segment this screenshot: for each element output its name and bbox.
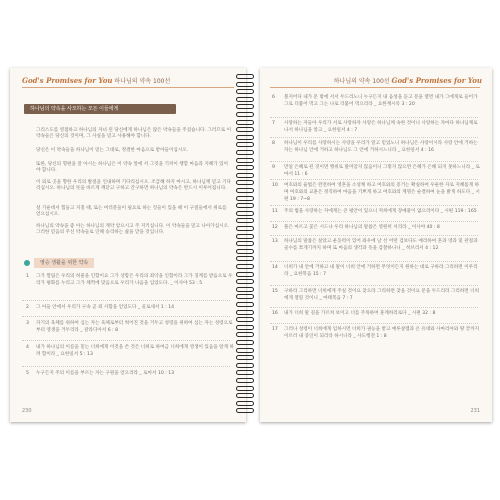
verse-text: 하나님이 우리를 사랑하시는 사랑을 우리가 알고 믿었노니 하나님은 사랑이시라 사랑 안에 거하는 자는 하나님 안에 거하고 하나님도 그 안에 거하시느니라 _ 요한일서 4 : 16	[284, 141, 478, 153]
spiral-ring	[236, 302, 254, 307]
intro-paragraph: 이 외로 곳을 향한 우리의 발걸을 인내하며 기다리십시오. 조급해 하지 마시고, 하나님께 믿고 기다리십시오. 하나님의 뜻을 바르게 깨닫고 구하고 간구하면 하나님의 약속은 반드시 이루어집니다.	[36, 180, 231, 192]
verse-text: 만일 은혜로 된 것이면 행위로 말미암지 않음이니 그렇지 않으면 은혜가 은혜 되지 못하느니라 _ 로마서 11 : 6	[284, 165, 480, 177]
verse-number: 16	[272, 311, 278, 316]
spiral-ring	[236, 112, 254, 117]
left-page	[10, 68, 246, 422]
divider	[270, 161, 478, 162]
verse-text: 풀은 마르고 꽃은 시드나 우리 하나님의 말씀은 영원히 서리라 _ 이사야 40 : 8	[284, 225, 440, 230]
divider	[22, 366, 230, 367]
header-brand: God's Promises for You	[22, 76, 113, 85]
intro-paragraph: 설 기운데서 힘들고 지칠 때, 또는 여러분들이 필요로 하는 것들이 있을 때 이 구절들에서 위로를 얻으십시오.	[36, 206, 227, 218]
divider	[270, 137, 478, 138]
divider	[270, 307, 478, 308]
verse-text: 사랑하는 자들아 우리가 서로 사랑하자 사랑은 하나님께 속한 것이니 사랑하는 자마다 하나님께로 나서 하나님을 알고 _ 요한일서 4 : 7	[284, 121, 478, 133]
spiral-ring	[236, 196, 254, 201]
right-header	[334, 76, 482, 85]
verse-number: 1	[26, 274, 29, 279]
spiral-ring	[236, 408, 254, 413]
right-page	[260, 68, 492, 422]
spiral-ring	[236, 348, 254, 353]
spiral-ring	[236, 386, 254, 391]
divider	[270, 205, 478, 206]
divider	[270, 179, 478, 180]
spiral-ring	[236, 150, 254, 155]
spiral-ring	[236, 173, 254, 178]
verse-number: 3	[26, 321, 29, 326]
verse-text: 자기의 육체를 위하여 심는 자는 육체로부터 썩어진 것을 거두고 성령을 위하여 심는 자는 성령으로부터 영생을 거두리라 _ 갈라디아서 6 : 8	[36, 321, 233, 333]
verse-number: 13	[272, 239, 278, 244]
spiral-ring	[236, 74, 254, 79]
pencil-icon	[24, 260, 30, 266]
verse-number: 9	[272, 165, 275, 170]
spiral-binding	[236, 74, 254, 416]
verse-text: 누구든지 주의 이름을 부르는 자는 구원을 얻으리라 _ 로마서 10 : 13	[36, 371, 175, 376]
verse-text: 구하라 그리하면 너희에게 주실 것이요 찾으라 그리하면 찾을 것이요 문을 두드리라 그리하면 너희에게 열릴 것이니 _ 마태복음 7 : 7	[284, 289, 480, 301]
verse-text: 너희가 내 안에 거하고 내 말이 너희 안에 거하면 무엇이든지 원하는 대로 구하라 그리하면 이루리라 _ 요한복음 15 : 7	[284, 265, 478, 277]
page-number: 231	[470, 408, 480, 414]
spiral-ring	[236, 340, 254, 345]
intro-paragraph: 당신은 이 약속들을 하나님이 믿는 그대로, 정결한 마음으로 받아들이십시오.	[36, 148, 189, 153]
divider	[270, 235, 478, 236]
spiral-ring	[236, 135, 254, 140]
spiral-ring	[236, 226, 254, 231]
verse-number: 14	[272, 265, 278, 270]
verse-text: 여호와의 율법은 완전하여 영혼을 소성케 하고 여호와의 증거는 확실하여 우둔한 자로 지혜롭게 하며 여호와의 교훈은 정직하여 마음을 기쁘게 하고 여호와의 계명은 순결하여 눈을 밝게 하도다 _ 시편 19 : 7~8	[284, 183, 480, 202]
header-rule	[270, 87, 480, 88]
verse-number: 10	[272, 183, 278, 188]
divider	[270, 221, 478, 222]
divider	[270, 117, 478, 118]
spiral-ring	[236, 188, 254, 193]
spiral-ring	[236, 370, 254, 375]
spiral-ring	[236, 332, 254, 337]
section-heading	[24, 258, 94, 268]
verse-number: 7	[272, 121, 275, 126]
verse-number: 6	[272, 95, 275, 100]
spiral-ring	[236, 120, 254, 125]
intro-paragraph: 또한, 당신의 형편을 잘 아시는 하나님은 이 약속 앞에 서 그것을 기꺼이 행할 마음과 지혜가 있어야 합니다.	[36, 162, 228, 174]
verse-number: 2	[26, 305, 29, 310]
header-subtitle: 하나님의 약속 100선	[333, 78, 390, 85]
spiral-ring	[236, 104, 254, 109]
spiral-ring	[236, 264, 254, 269]
verse-number: 8	[272, 141, 275, 146]
spiral-ring	[236, 180, 254, 185]
spiral-ring	[236, 165, 254, 170]
spiral-ring	[236, 234, 254, 239]
verse-number: 17	[272, 327, 278, 332]
verse-text: 그 아들 안에서 우리가 구속 곧 죄 사함을 얻었도다 _ 골로새서 1 : 14	[36, 305, 175, 310]
verse-text: 그러나 성령이 너희에게 임하시면 너희가 권능을 받고 예루살렘과 온 유대와 사마리아와 땅 끝까지 이르러 내 증인이 되리라 하시니라 _ 사도행전 1 : 8	[284, 327, 480, 339]
spiral-ring	[236, 279, 254, 284]
verse-text: 볼지어다 내가 문 밖에 서서 두드리노니 누구든지 내 음성을 듣고 문을 열면 내가 그에게로 들어가 그로 더불어 먹고 그는 나로 더불어 먹으리라 _ 요한계시록 3 : 20	[284, 95, 478, 107]
header-rule	[22, 87, 234, 88]
spiral-ring	[236, 211, 254, 216]
divider	[22, 300, 230, 301]
spiral-ring	[236, 82, 254, 87]
header-brand: God's Promises for You	[391, 76, 482, 85]
divider	[22, 316, 230, 317]
divider	[270, 285, 478, 286]
section-label: 영승 생활을 위한 약속	[34, 258, 94, 268]
verse-text: 내가 하나님의 이름을 믿는 너희에게 이것을 쓴 것은 너희로 하여금 너희에게 영생이 있음을 알게 하려 함이라 _ 요한일서 5 : 13	[36, 345, 234, 357]
spiral-ring	[236, 97, 254, 102]
spiral-ring	[236, 378, 254, 383]
spiral-ring	[236, 241, 254, 246]
spiral-ring	[236, 294, 254, 299]
divider	[270, 261, 478, 262]
verse-text: 그가 찔림은 우리의 허물을 인함이요 그가 상함은 우리의 죄악을 인함이라 그가 징계를 받음으로 우리가 평화를 누리고 그가 채찍에 맞음으로 우리가 나음을 입었도다. _ 이사야 53 : 5	[36, 274, 233, 286]
divider	[270, 323, 478, 324]
spiral-ring	[236, 142, 254, 147]
verse-text: 주의 법을 사랑하는 자에게는 큰 평안이 있으니 저희에게 장애물이 없으리이다 _ 시편 119 : 165	[284, 209, 477, 214]
page-number: 230	[22, 408, 32, 414]
divider	[22, 340, 230, 341]
spiral-ring	[236, 317, 254, 322]
spiral-ring	[236, 401, 254, 406]
spiral-ring	[236, 89, 254, 94]
spiral-ring	[236, 249, 254, 254]
spiral-ring	[236, 355, 254, 360]
spiral-ring	[236, 218, 254, 223]
spiral-ring	[236, 393, 254, 398]
left-header	[22, 76, 170, 85]
verse-number: 11	[272, 209, 278, 214]
intro-title: 하나님의 약속을 사모하는 모든 이들에게	[24, 104, 176, 114]
verse-number: 15	[272, 289, 278, 294]
spiral-ring	[236, 363, 254, 368]
header-subtitle: 하나님의 약속 100선	[114, 78, 171, 85]
verse-number: 4	[26, 345, 29, 350]
spiral-ring	[236, 158, 254, 163]
spiral-ring	[236, 325, 254, 330]
spiral-ring	[236, 256, 254, 261]
verse-number: 12	[272, 225, 278, 230]
spiral-ring	[236, 127, 254, 132]
intro-paragraph: 하나님의 약속을 좋 아는 하나님의 계약 암으시고 주 지키십니다. 이 약속들을 믿고 나아가십시오. 그러한 믿음의 주신 약속들로 인해 승리하는 삶을 맏을 것입니다.	[36, 224, 230, 236]
verse-text: 하나님의 말씀은 살았고 운동력이 있어 좌우에 날 선 어떤 검보다도 예리하여 혼과 영과 및 관절과 골수를 쪼개기까지 하며 또 마음의 생각과 뜻을 감찰하나니 _ 히브리서 4 : 12	[284, 239, 478, 251]
intro-paragraph: 그리스도를 영접하고 하나님의 자녀 된 당신에게 하나님은 많은 약속들을 주셨습니다. 그러므로 이 약속들은 당신의 것이며, 그 사실을 믿고 사용해야 합니다.	[36, 128, 232, 140]
verse-text: 내가 너희 말 길을 가르쳐 보이고 너를 주목하여 훈계하리로다 _ 시편 32 : 8	[284, 311, 436, 316]
spiral-ring	[236, 310, 254, 315]
spiral-ring	[236, 272, 254, 277]
spiral-ring	[236, 203, 254, 208]
spiral-ring	[236, 287, 254, 292]
verse-number: 5	[26, 371, 29, 376]
